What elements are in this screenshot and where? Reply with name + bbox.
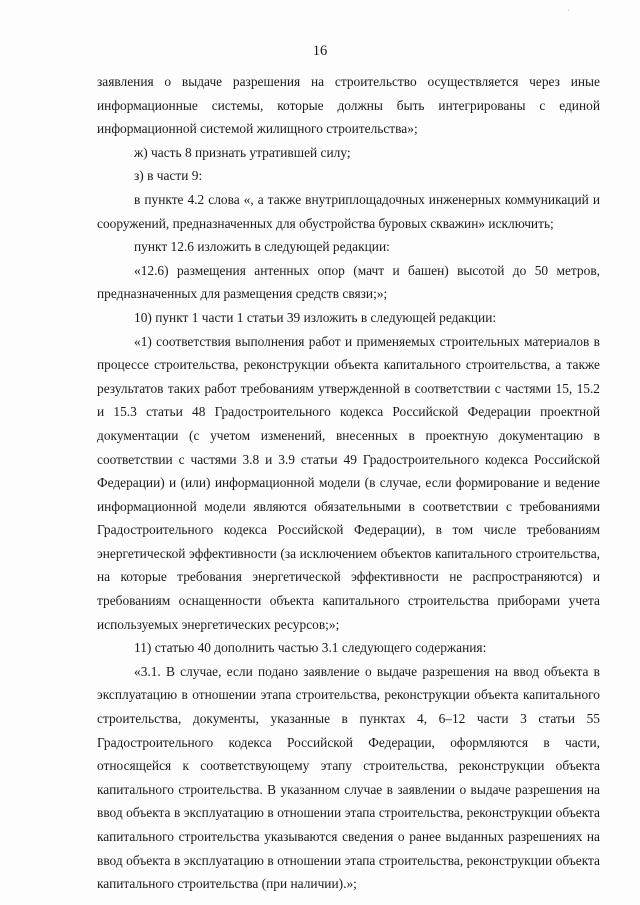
paragraph-point-4-2: в пункте 4.2 слова «, а также внутриплощадочных инженерных коммуникаций и сооружений, предназначенных для обустройства буровых скважин» исключить; xyxy=(97,191,600,231)
paragraph-item-zh: ж) часть 8 признать утратившей силу; xyxy=(134,144,351,160)
paragraph-item-z: з) в части 9: xyxy=(134,168,203,184)
page-number: 16 xyxy=(312,43,328,59)
paragraph-continuation: заявления о выдаче разрешения на строительство осуществляется через иные информационные системы, которые должны быть интегрированы с единой информационной системой жилищного строительства»; xyxy=(97,74,600,137)
document-body xyxy=(97,70,600,896)
paragraph-point-12-6: пункт 12.6 изложить в следующей редакции: xyxy=(134,239,390,255)
paragraph-item-10: 10) пункт 1 части 1 статьи 39 изложить в следующей редакции: xyxy=(134,309,497,325)
paragraph-quote-12-6: «12.6) размещения антенных опор (мачт и башен) высотой до 50 метров, предназначенных для размещения средств связи;»; xyxy=(97,262,600,302)
paragraph-quote-1: «1) соответствия выполнения работ и применяемых строительных материалов в процессе строительства, реконструкции объекта капитального строительства, а также результатов таких работ требованиям утвержденной в соответствии с частями 15, 15.2 и 15.3 статьи 48 Градостроительного кодекса Российской Федерации проектной документации (с учетом изменений, внесенных в проектную документацию в соответствии с частями 3.8 и 3.9 статьи 49 Градостроительного кодекса Российской Федерации) и (или) информационной модели (в случае, если формирование и ведение информационной модели являются обязательными в соответствии с требованиями Градостроительного кодекса Российской Федерации), в том числе требованиям энергетической эффективности (за исключением объектов капитального строительства, на которые требования энергетической эффективности не распространяются) и требованиям оснащенности объекта капитального строительства приборами учета используемых энергетических ресурсов;»; xyxy=(97,333,600,632)
paragraph-item-11: 11) статью 40 дополнить частью 3.1 следующего содержания: xyxy=(134,640,487,656)
scan-mark: · xyxy=(567,6,570,15)
paragraph-quote-3-1: «3.1. В случае, если подано заявление о выдаче разрешения на ввод объекта в эксплуатацию в отношении этапа строительства, реконструкции объекта капитального строительства, документы, указанные в пунктах 4, 6–12 части 3 статьи 55 Градостроительного кодекса Российской Федерации, оформляются в части, относящейся к соответствующему этапу строительства, реконструкции объекта капитального строительства. В указанном случае в заявлении о выдаче разрешения на ввод объекта в эксплуатацию в отношении этапа строительства, реконструкции объекта капитального строительства указываются сведения о ранее выданных разрешениях на ввод объекта в эксплуатацию в отношении этапа строительства, реконструкции объекта капитального строительства (при наличии).»; xyxy=(97,663,600,892)
